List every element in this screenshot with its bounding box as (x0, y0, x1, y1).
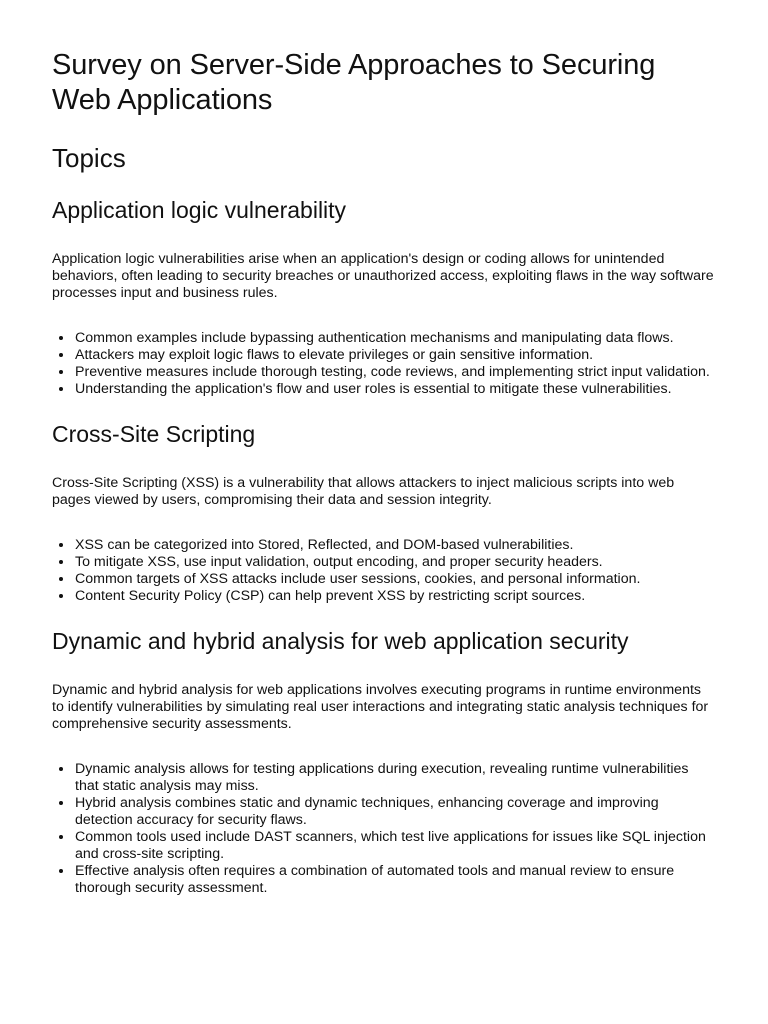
section-dynamic-hybrid-analysis (52, 627, 716, 897)
list-item: • Attackers may exploit logic flaws to elevate privileges or gain sensitive information. (74, 347, 716, 364)
topics-heading: Topics (52, 143, 126, 173)
list-item: • Hybrid analysis combines static and dynamic techniques, enhancing coverage and improving detection accuracy for security flaws. (74, 795, 716, 829)
bullet-list (52, 537, 716, 605)
list-item: • To mitigate XSS, use input validation, output encoding, and proper security headers. (74, 554, 716, 571)
bullet-list (52, 330, 716, 398)
section-paragraph: Cross-Site Scripting (XSS) is a vulnerability that allows attackers to inject malicious scripts into web pages viewed by users, compromising their data and session integrity. (52, 475, 675, 508)
list-item: • Dynamic analysis allows for testing applications during execution, revealing runtime vulnerabilities that static analysis may miss. (74, 761, 716, 795)
section-paragraph: Application logic vulnerabilities arise when an application's design or coding allows for unintended behaviors, often leading to security breaches or unauthorized access, exploiting flaws in the way software processes input and business rules. (52, 251, 714, 301)
section-paragraph: Dynamic and hybrid analysis for web applications involves executing programs in runtime environments to identify vulnerabilities by simulating real user interactions and integrating static analysis techniques for comprehensive security assessments. (52, 682, 709, 732)
list-item: • Effective analysis often requires a combination of automated tools and manual review to ensure thorough security assessment. (74, 863, 716, 897)
section-heading: Cross-Site Scripting (52, 421, 256, 447)
list-item: • Understanding the application's flow and user roles is essential to mitigate these vulnerabilities. (74, 381, 716, 398)
section-heading: Dynamic and hybrid analysis for web application security (52, 628, 629, 654)
section-heading: Application logic vulnerability (52, 197, 347, 223)
section-cross-site-scripting (52, 420, 716, 605)
list-item: • Content Security Policy (CSP) can help prevent XSS by restricting script sources. (74, 588, 716, 605)
list-item: • Preventive measures include thorough testing, code reviews, and implementing strict input validation. (74, 364, 716, 381)
list-item: • XSS can be categorized into Stored, Reflected, and DOM-based vulnerabilities. (74, 537, 716, 554)
list-item: • Common examples include bypassing authentication mechanisms and manipulating data flows. (74, 330, 716, 347)
document-title: Survey on Server-Side Approaches to Securing Web Applications (52, 49, 656, 116)
section-application-logic (52, 196, 716, 398)
list-item: • Common targets of XSS attacks include user sessions, cookies, and personal information. (74, 571, 716, 588)
list-item: • Common tools used include DAST scanners, which test live applications for issues like SQL injection and cross-site scripting. (74, 829, 716, 863)
bullet-list (52, 761, 716, 897)
